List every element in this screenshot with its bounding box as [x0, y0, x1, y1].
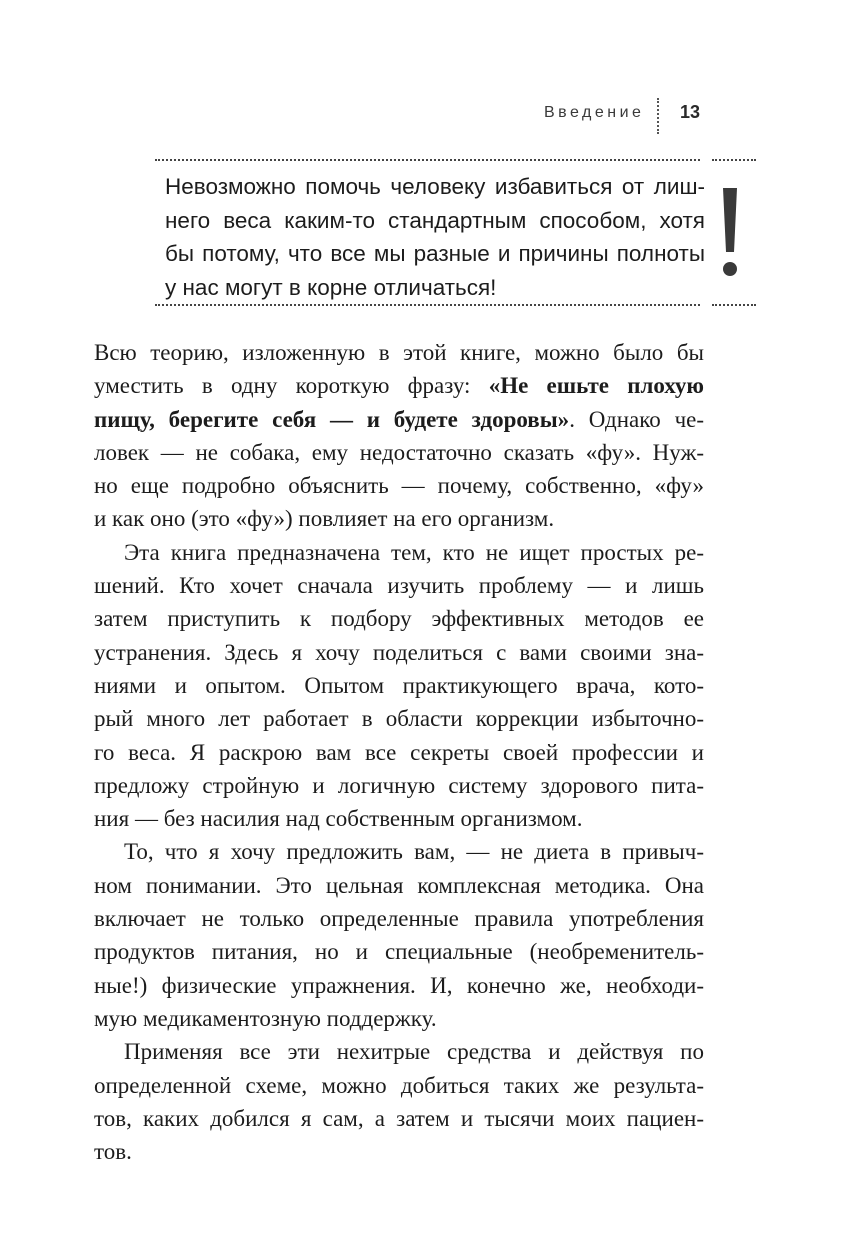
text-line: затем приступить к подбору эффективных методов ее	[94, 606, 704, 632]
emphasis-text: «Не ешьте плохую	[488, 373, 704, 399]
text-line: предложу стройную и логичную систему здорового пита-	[94, 772, 704, 798]
text-line: Применяя все эти нехитрые средства и действуя по	[124, 1039, 704, 1065]
page-number: 13	[680, 102, 701, 122]
text-line: ловек — не собака, ему недостаточно сказать «фу». Нуж-	[94, 439, 704, 465]
running-header-section: Введение	[544, 104, 645, 121]
callout-note	[165, 170, 705, 304]
text-line: ниями и опытом. Опытом практикующего врача, кото-	[94, 672, 704, 698]
callout-line: бы потому, что все мы разные и причины полноты	[165, 241, 705, 266]
text-line: го веса. Я раскрою вам все секреты своей профессии и	[94, 739, 704, 765]
paragraph	[94, 835, 704, 1035]
callout-line: Невозможно помочь человеку избавиться от лиш-	[165, 174, 705, 199]
callout-line: него веса каким-то стандартным способом, хотя	[165, 207, 705, 233]
text-line: Эта книга предназначена тем, кто не ищет простых ре-	[124, 539, 704, 565]
text-line: ном понимании. Это цельная комплексная методика. Она	[94, 872, 704, 898]
text-line: мую медикаментозную поддержку.	[94, 1005, 437, 1031]
text-line: и как оно (это «фу») повлияет на его организм.	[94, 506, 555, 532]
paragraph	[94, 1035, 704, 1168]
text-line: тов.	[94, 1139, 132, 1165]
text-line: То, что я хочу предложить вам, — не диета в привыч-	[124, 839, 704, 865]
callout-bottom-rule	[155, 304, 700, 306]
text-line: Всю теорию, изложенную в этой книге, можно было бы	[94, 340, 704, 365]
text-line: ния — без насилия над собственным организмом.	[94, 806, 583, 832]
text-line: тов, каких добился я сам, а затем и тысячи моих пациен-	[94, 1105, 704, 1131]
text-line: но еще подробно объяснить — почему, собственно, «фу»	[94, 473, 704, 499]
text-line: продуктов питания, но и специальные (необременитель-	[94, 939, 704, 965]
text-line: ные!) физические упражнения. И, конечно же, необходи-	[94, 972, 704, 998]
header-separator	[657, 98, 659, 134]
text-line	[94, 403, 704, 436]
text-line: определенной схеме, можно добиться таких же результа-	[94, 1072, 704, 1098]
callout-top-rule-right	[712, 159, 756, 161]
callout-line: у нас могут в корне отличаться!	[165, 274, 497, 300]
paragraph	[94, 536, 704, 836]
text-line: шений. Кто хочет сначала изучить проблему — и лишь	[94, 573, 704, 599]
text-line: устранения. Здесь я хочу поделиться с вами своими зна-	[94, 639, 704, 665]
text-line	[94, 369, 704, 402]
paragraph	[94, 336, 704, 536]
body-text	[94, 336, 704, 1168]
callout-bottom-rule-right	[712, 304, 756, 306]
callout-top-rule	[155, 159, 700, 161]
emphasis-text: пищу, берегите себя — и будете здоровы»	[94, 406, 570, 432]
text-line: включает не только определенные правила употребления	[94, 906, 704, 932]
text-run: . Однако че-	[569, 406, 705, 432]
text-line: рый много лет работает в области коррекции избыточно-	[94, 706, 704, 732]
exclamation-mark-icon	[710, 186, 750, 282]
text-run: уместить в одну короткую фразу:	[94, 373, 489, 399]
